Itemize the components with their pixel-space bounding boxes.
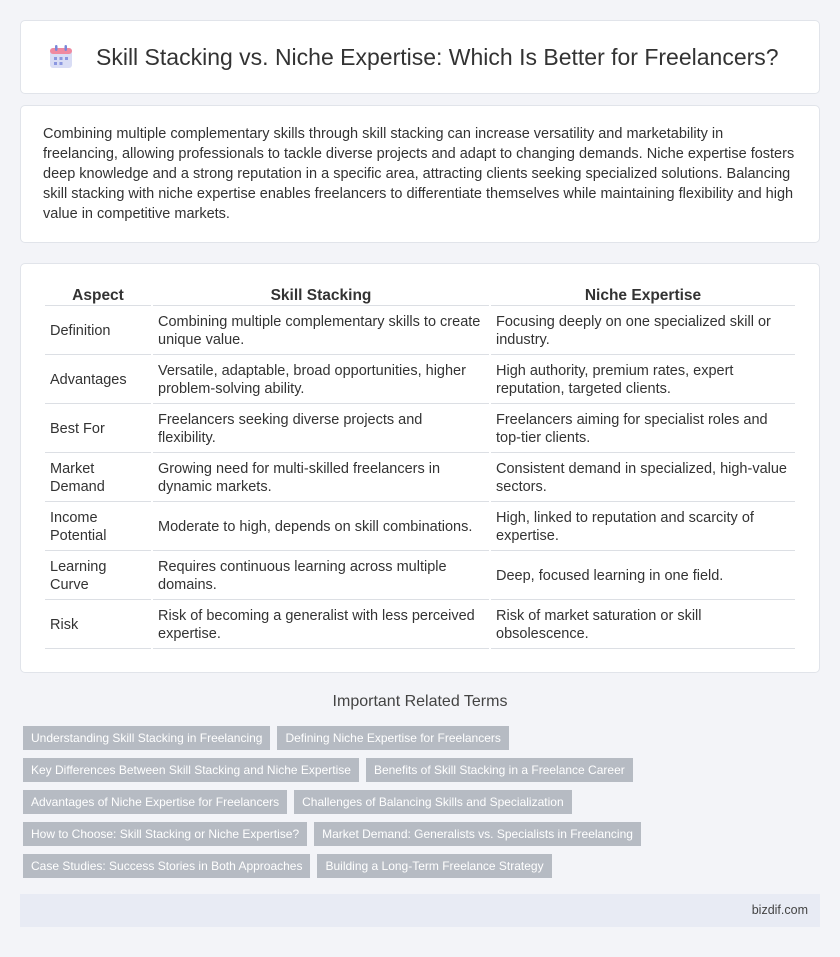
- tag-row: [23, 822, 823, 846]
- niche-expertise-cell: Risk of market saturation or skill obsolescence.: [491, 602, 795, 649]
- tag-row: [23, 854, 823, 878]
- table-row: [45, 455, 795, 502]
- skill-stacking-cell: Risk of becoming a generalist with less perceived expertise.: [153, 602, 489, 649]
- aspect-cell: Learning Curve: [45, 553, 151, 600]
- aspect-cell: Best For: [45, 406, 151, 453]
- calendar-icon: [48, 44, 74, 70]
- related-term-tag[interactable]: Case Studies: Success Stories in Both Approaches: [23, 854, 310, 878]
- related-term-tag[interactable]: Understanding Skill Stacking in Freelancing: [23, 726, 270, 750]
- niche-expertise-cell: Consistent demand in specialized, high-value sectors.: [491, 455, 795, 502]
- table-row: [45, 357, 795, 404]
- related-terms-list: [23, 726, 823, 886]
- footer-site-link[interactable]: bizdif.com: [751, 903, 808, 917]
- related-term-tag[interactable]: How to Choose: Skill Stacking or Niche Expertise?: [23, 822, 307, 846]
- table-row: [45, 553, 795, 600]
- tag-row: [23, 758, 823, 782]
- skill-stacking-cell: Moderate to high, depends on skill combinations.: [153, 504, 489, 551]
- page-title: Skill Stacking vs. Niche Expertise: Which Is Better for Freelancers?: [96, 43, 779, 70]
- niche-expertise-cell: High authority, premium rates, expert reputation, targeted clients.: [491, 357, 795, 404]
- header-niche-expertise: Niche Expertise: [491, 284, 795, 306]
- table-row: [45, 504, 795, 551]
- table-row: [45, 308, 795, 355]
- tag-row: [23, 790, 823, 814]
- header-card: [20, 20, 820, 94]
- aspect-cell: Definition: [45, 308, 151, 355]
- skill-stacking-cell: Requires continuous learning across multiple domains.: [153, 553, 489, 600]
- niche-expertise-cell: High, linked to reputation and scarcity of expertise.: [491, 504, 795, 551]
- header-aspect: Aspect: [45, 284, 151, 306]
- header-skill-stacking: Skill Stacking: [153, 284, 489, 306]
- tag-row: [23, 726, 823, 750]
- related-term-tag[interactable]: Market Demand: Generalists vs. Specialists in Freelancing: [314, 822, 641, 846]
- intro-card: [20, 105, 820, 243]
- related-term-tag[interactable]: Benefits of Skill Stacking in a Freelance Career: [366, 758, 633, 782]
- intro-text: Combining multiple complementary skills through skill stacking can increase versatility and marketability in freelancing, allowing professionals to tackle diverse projects and adapt to changing demands. Niche expertise fosters deep knowledge and a strong reputation in a specific area, attracting clients seeking specialized solutions. Balancing skill stacking with niche expertise enables freelancers to differentiate themselves while maintaining flexibility and high value in competitive markets.: [43, 126, 795, 222]
- comparison-table: [43, 282, 797, 651]
- footer: [20, 894, 820, 927]
- related-term-tag[interactable]: Key Differences Between Skill Stacking and Niche Expertise: [23, 758, 359, 782]
- related-terms-title: Important Related Terms: [332, 693, 508, 710]
- skill-stacking-cell: Freelancers seeking diverse projects and flexibility.: [153, 406, 489, 453]
- related-term-tag[interactable]: Advantages of Niche Expertise for Freelancers: [23, 790, 287, 814]
- related-term-tag[interactable]: Defining Niche Expertise for Freelancers: [277, 726, 508, 750]
- niche-expertise-cell: Focusing deeply on one specialized skill or industry.: [491, 308, 795, 355]
- comparison-table-card: [20, 263, 820, 673]
- related-term-tag[interactable]: Building a Long-Term Freelance Strategy: [317, 854, 551, 878]
- aspect-cell: Risk: [45, 602, 151, 649]
- related-term-tag[interactable]: Challenges of Balancing Skills and Specialization: [294, 790, 572, 814]
- table-header-row: [45, 284, 795, 306]
- niche-expertise-cell: Freelancers aiming for specialist roles and top-tier clients.: [491, 406, 795, 453]
- skill-stacking-cell: Versatile, adaptable, broad opportunities, higher problem-solving ability.: [153, 357, 489, 404]
- aspect-cell: Advantages: [45, 357, 151, 404]
- niche-expertise-cell: Deep, focused learning in one field.: [491, 553, 795, 600]
- table-row: [45, 602, 795, 649]
- aspect-cell: Market Demand: [45, 455, 151, 502]
- skill-stacking-cell: Growing need for multi-skilled freelancers in dynamic markets.: [153, 455, 489, 502]
- table-row: [45, 406, 795, 453]
- aspect-cell: Income Potential: [45, 504, 151, 551]
- skill-stacking-cell: Combining multiple complementary skills to create unique value.: [153, 308, 489, 355]
